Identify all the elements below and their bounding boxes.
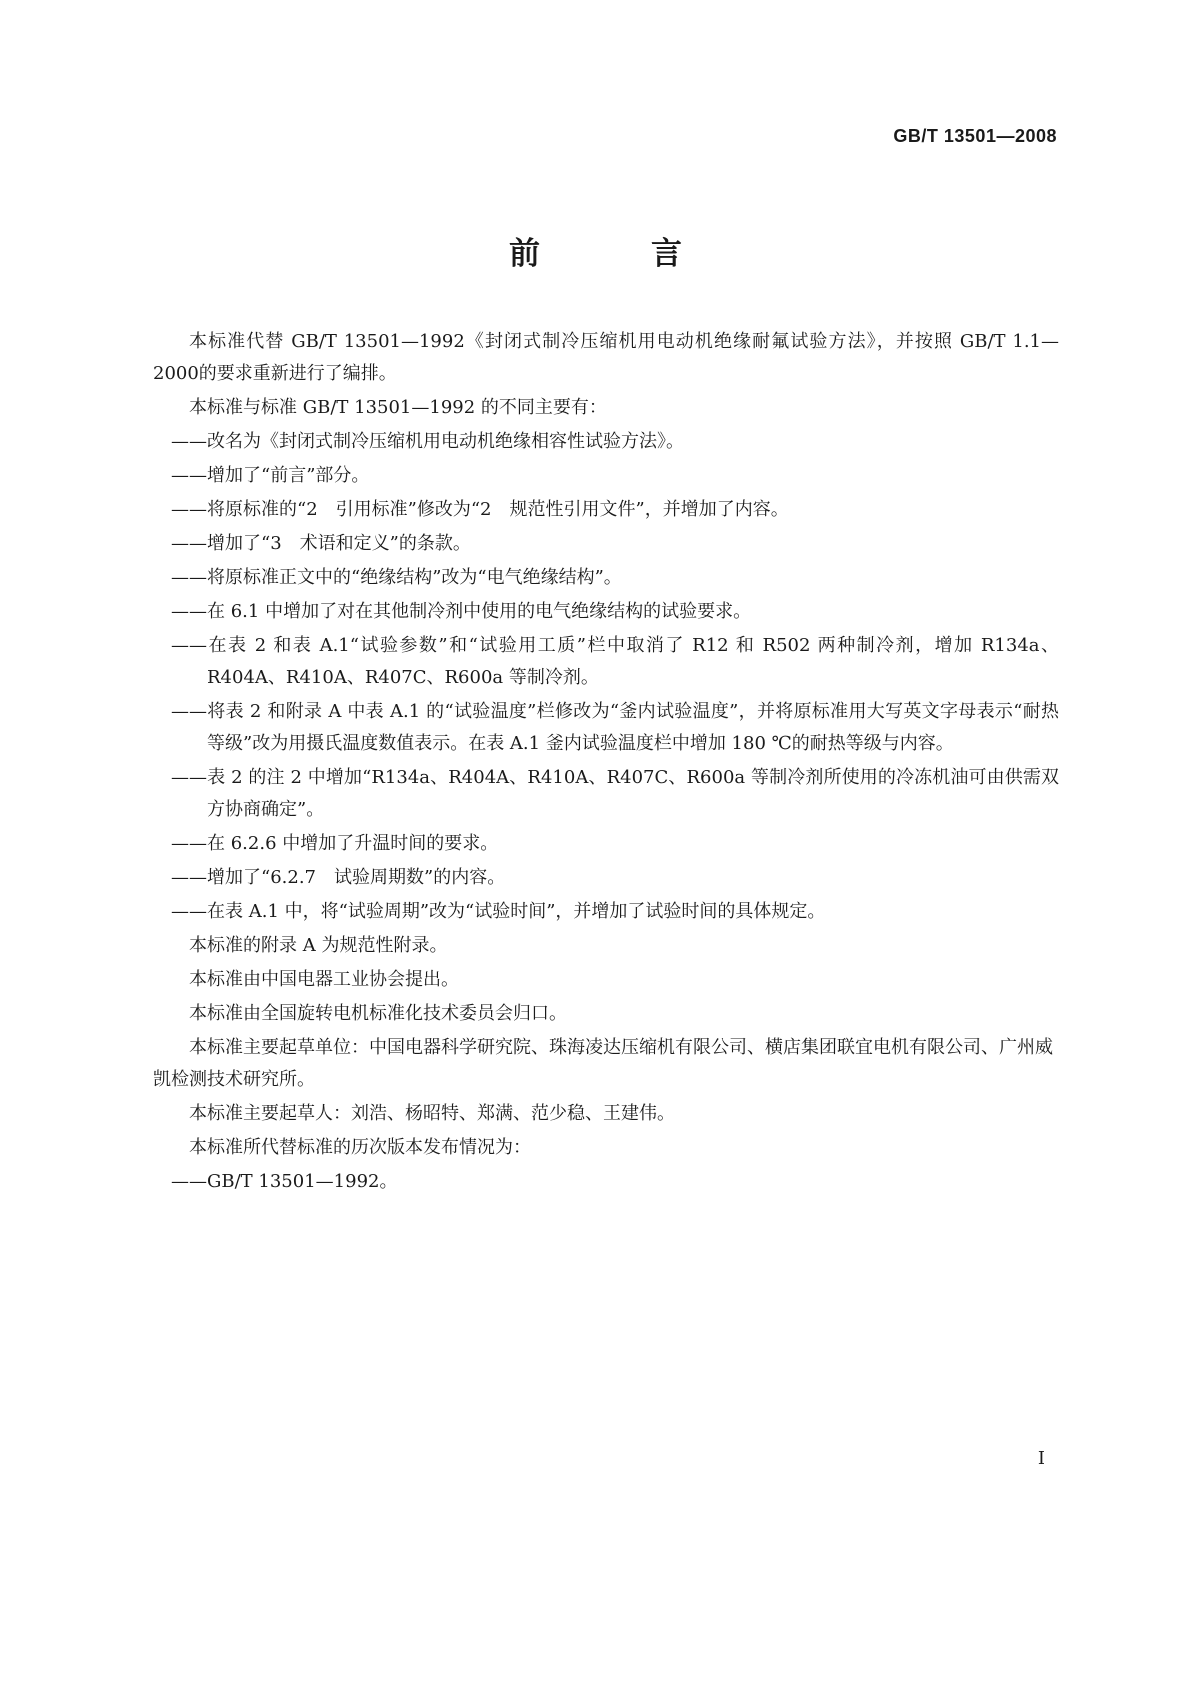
closing-paragraph: 本标准主要起草单位：中国电器科学研究院、珠海凌达压缩机有限公司、横店集团联宜电机有限公司、广州威凯检测技术研究所。 [153, 1037, 1053, 1090]
page-title: 前 言 [509, 236, 722, 272]
change-item-text: 在表 2 和表 A.1“试验参数”和“试验用工质”栏中取消了 R12 和 R502 两种制冷剂，增加 R134a、R404A、R410A、R407C、R600a 等制冷剂。 [207, 635, 1059, 688]
change-item-text: 在 6.1 中增加了对在其他制冷剂中使用的电气绝缘结构的试验要求。 [207, 601, 752, 622]
closing-paragraph: 本标准由中国电器工业协会提出。 [189, 969, 459, 990]
change-item [153, 426, 1059, 458]
history-item-text: GB/T 13501—1992。 [207, 1171, 398, 1192]
dash-marker: —— [171, 635, 207, 656]
change-item [153, 762, 1059, 826]
change-item [153, 828, 1059, 860]
change-item [153, 630, 1059, 694]
dash-marker: —— [171, 431, 207, 452]
standard-code-header: GB/T 13501—2008 [893, 126, 1057, 146]
change-item-text: 将原标准正文中的“绝缘结构”改为“电气绝缘结构”。 [207, 567, 622, 588]
change-item-text: 将原标准的“2 引用标准”修改为“2 规范性引用文件”，并增加了内容。 [207, 499, 789, 520]
dash-marker: —— [171, 867, 207, 888]
change-item-text: 增加了“6.2.7 试验周期数”的内容。 [207, 867, 506, 888]
page-number: I [1037, 1448, 1045, 1469]
intro-paragraph: 本标准代替 GB/T 13501—1992《封闭式制冷压缩机用电动机绝缘耐氟试验方法》，并按照 GB/T 1.1—2000的要求重新进行了编排。 [153, 331, 1059, 384]
change-item [153, 696, 1059, 760]
closing-paragraph: 本标准由全国旋转电机标准化技术委员会归口。 [189, 1003, 567, 1024]
change-item-text: 改名为《封闭式制冷压缩机用电动机绝缘相容性试验方法》。 [207, 431, 684, 452]
change-item [153, 460, 1059, 492]
change-item-text: 在 6.2.6 中增加了升温时间的要求。 [207, 833, 499, 854]
dash-marker: —— [171, 1171, 207, 1192]
change-item-text: 增加了“3 术语和定义”的条款。 [207, 533, 471, 554]
change-item [153, 596, 1059, 628]
changes-intro-paragraph: 本标准与标准 GB/T 13501—1992 的不同主要有： [189, 397, 607, 418]
change-item [153, 862, 1059, 894]
closing-paragraph: 本标准所代替标准的历次版本发布情况为： [189, 1137, 531, 1158]
dash-marker: —— [171, 499, 207, 520]
dash-marker: —— [171, 767, 207, 788]
closing-paragraph: 本标准的附录 A 为规范性附录。 [189, 935, 448, 956]
change-item [153, 494, 1059, 526]
change-item-text: 增加了“前言”部分。 [207, 465, 370, 486]
change-item-text: 表 2 的注 2 中增加“R134a、R404A、R410A、R407C、R600a 等制冷剂所使用的冷冻机油可由供需双方协商确定”。 [207, 767, 1059, 820]
dash-marker: —— [171, 833, 207, 854]
dash-marker: —— [171, 901, 207, 922]
change-item [153, 528, 1059, 560]
change-item-text: 将表 2 和附录 A 中表 A.1 的“试验温度”栏修改为“釜内试验温度”，并将原标准用大写英文字母表示“耐热等级”改为用摄氏温度数值表示。在表 A.1 釜内试验温度栏中增加 180 ℃的耐热等级与内容。 [207, 701, 1059, 754]
history-item [153, 1166, 1059, 1198]
closing-paragraph: 本标准主要起草人：刘浩、杨昭特、郑满、范少稳、王建伟。 [189, 1103, 675, 1124]
dash-marker: —— [171, 567, 207, 588]
dash-marker: —— [171, 601, 207, 622]
change-item [153, 562, 1059, 594]
dash-marker: —— [171, 533, 207, 554]
dash-marker: —— [171, 701, 207, 722]
change-item [153, 896, 1059, 928]
foreword-body [153, 326, 1059, 1200]
change-item-text: 在表 A.1 中，将“试验周期”改为“试验时间”，并增加了试验时间的具体规定。 [207, 901, 826, 922]
dash-marker: —— [171, 465, 207, 486]
